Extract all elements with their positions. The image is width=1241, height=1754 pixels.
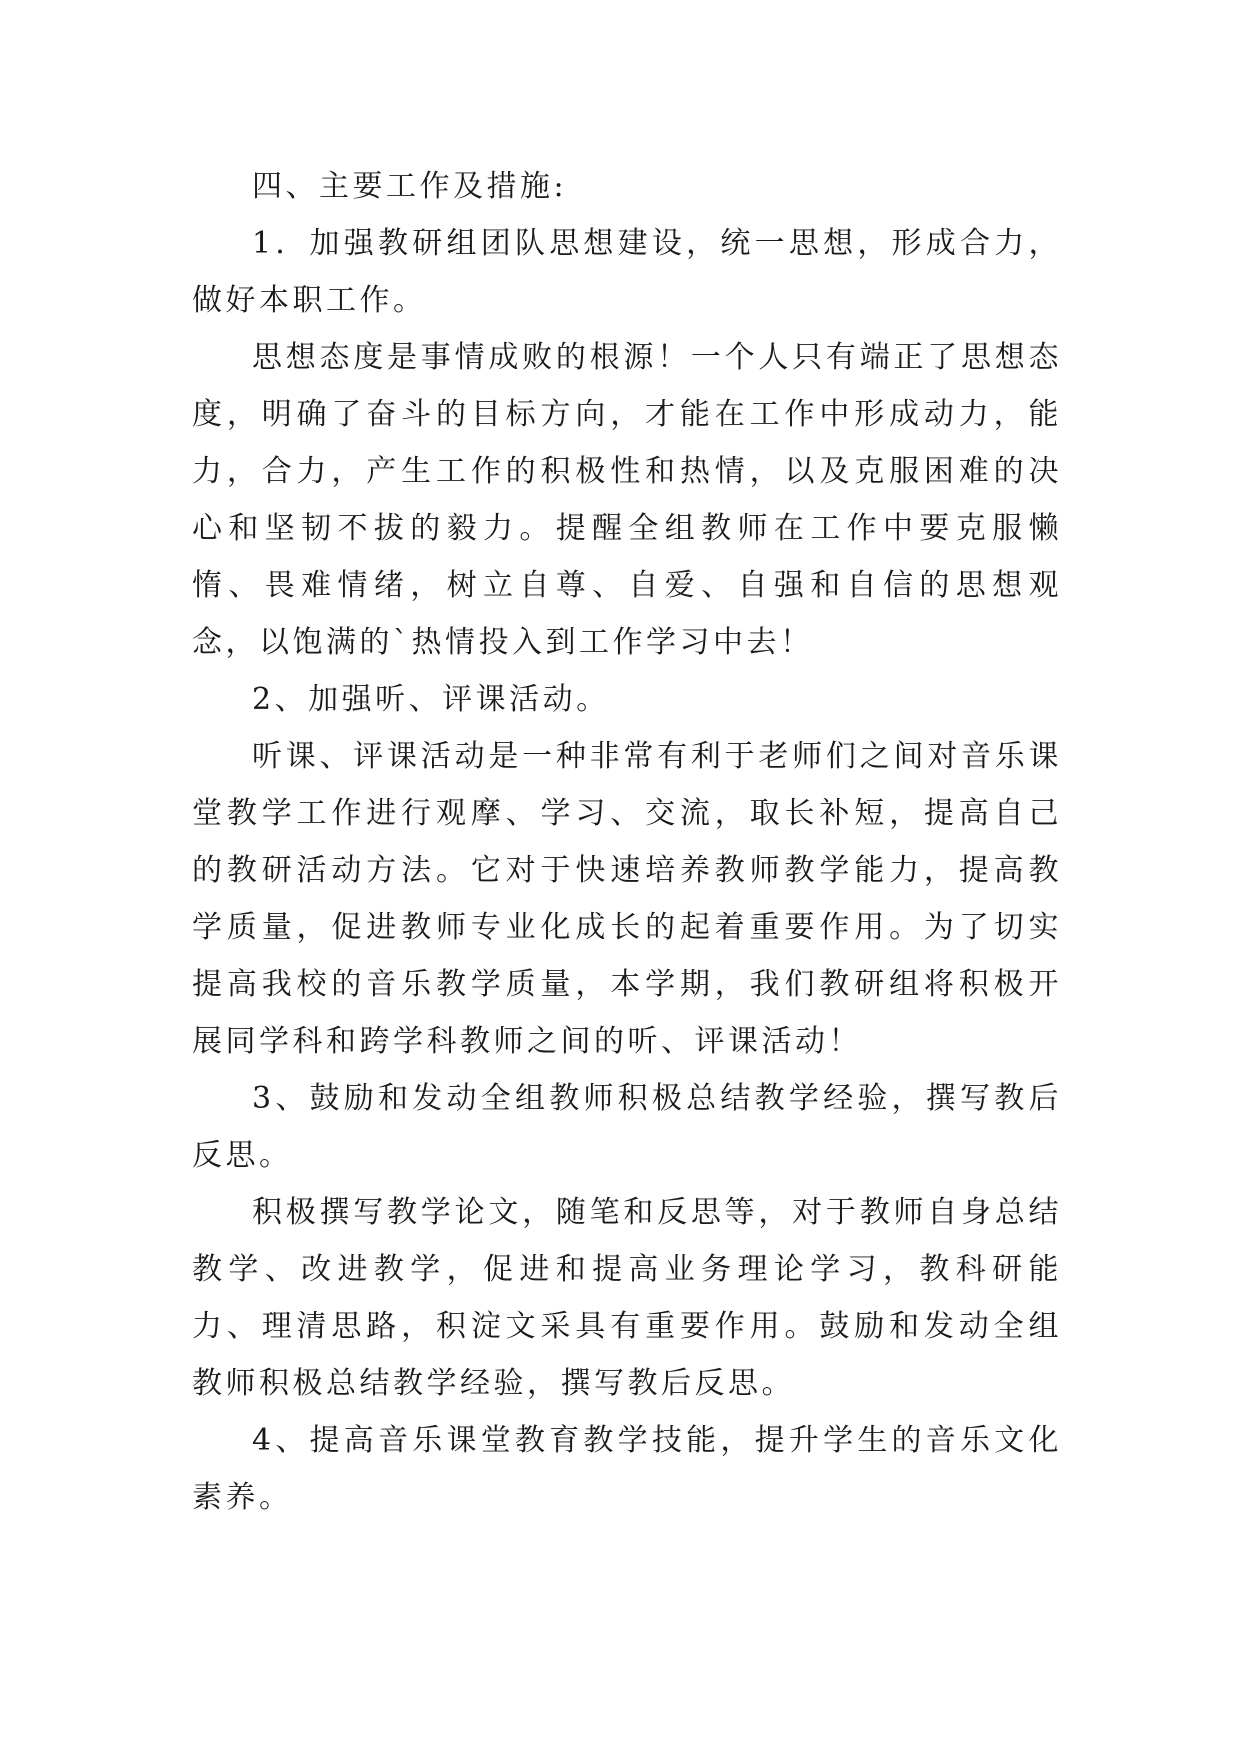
item-2-body: 听课、评课活动是一种非常有利于老师们之间对音乐课堂教学工作进行观摩、学习、交流，取长补短，提高自己的教研活动方法。它对于快速培养教师教学能力，提高教学质量，促进教师专业化成长的起着重要作用。为了切实提高我校的音乐教学质量，本学期，我们教研组将积极开展同学科和跨学科教师之间的听、评课活动！ xyxy=(192,739,1062,1059)
item-1-body: 思想态度是事情成败的根源！一个人只有端正了思想态度，明确了奋斗的目标方向，才能在工作中形成动力，能力，合力，产生工作的积极性和热情，以及克服困难的决心和坚韧不拔的毅力。提醒全组教师在工作中要克服懒惰、畏难情绪，树立自尊、自爱、自强和自信的思想观念，以饱满的`热情投入到工作学习中去！ xyxy=(192,340,1062,660)
document-body xyxy=(192,158,1062,1526)
item-1-heading: 1．加强教研组团队思想建设，统一思想，形成合力，做好本职工作。 xyxy=(192,226,1062,318)
item-4-heading: 4、提高音乐课堂教育教学技能，提升学生的音乐文化素养。 xyxy=(192,1423,1062,1515)
item-3-heading: 3、鼓励和发动全组教师积极总结教学经验，撰写教后反思。 xyxy=(192,1081,1062,1173)
item-2-heading: 2、加强听、评课活动。 xyxy=(252,682,610,717)
section-heading: 四、主要工作及措施: xyxy=(252,169,568,204)
item-3-body: 积极撰写教学论文，随笔和反思等，对于教师自身总结教学、改进教学，促进和提高业务理论学习，教科研能力、理清思路，积淀文采具有重要作用。鼓励和发动全组教师积极总结教学经验，撰写教后反思。 xyxy=(192,1195,1062,1401)
